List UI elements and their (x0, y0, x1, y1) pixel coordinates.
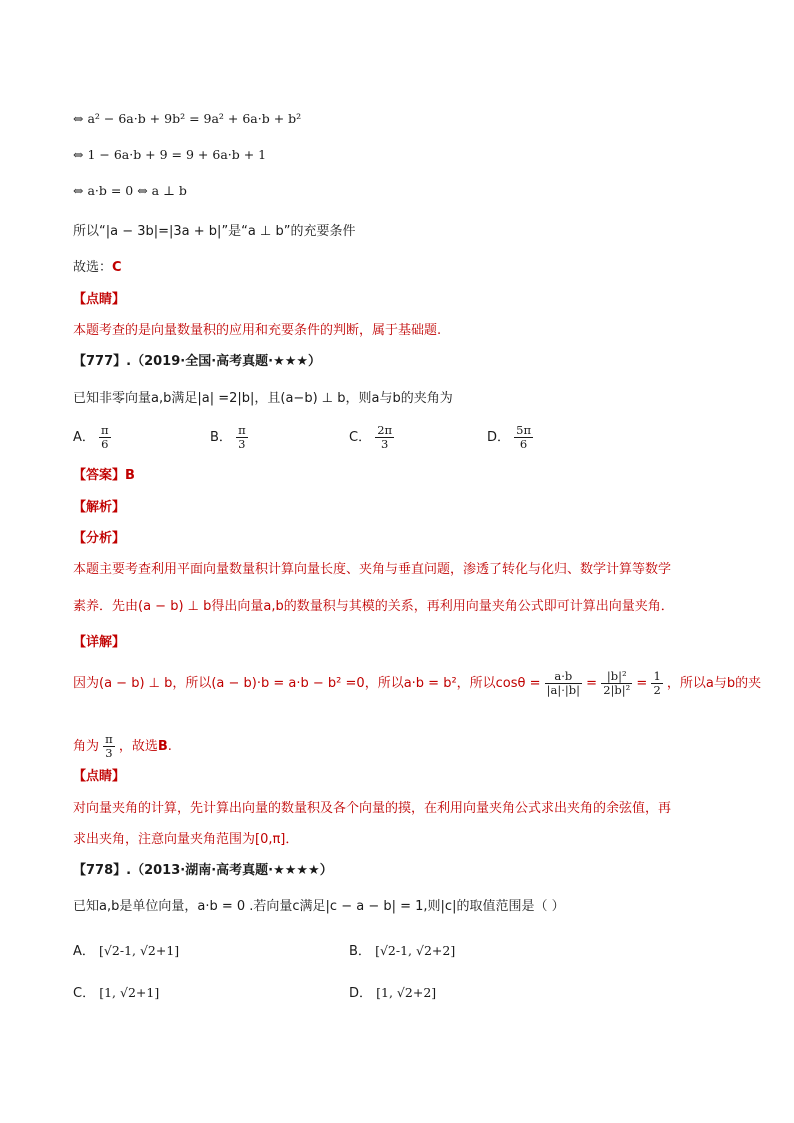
option-interval: [1, √2+2] (376, 985, 437, 1000)
conclusion-line: 所以“|a − 3b|=|3a + b|”是“a ⊥ b”的充要条件 (73, 224, 356, 239)
option-label: D． (487, 430, 511, 445)
option-label: A． (73, 944, 95, 959)
detail-line-2 (73, 733, 172, 760)
derivation-line-2: ⇔ 1 − 6a·b + 9 = 9 + 6a·b + 1 (73, 147, 267, 162)
option-label: B． (210, 430, 232, 445)
option-label: A． (73, 430, 95, 445)
detail-fraction-cos: $\frac{a\cdot b}{|a|\cdot|b|}$ (546, 669, 581, 697)
detail-eq: = (586, 676, 598, 691)
detail-fraction-4: $\frac{\pi}{3}$ (105, 732, 113, 760)
detail-text-a: 因为(a − b) ⊥ b，所以(a − b)·b = a·b − b² =0，所以a·b = b²，所以cosθ = (73, 676, 541, 691)
q777-option-d (487, 424, 533, 451)
section-fenxi: 【分析】 (73, 531, 126, 546)
q777-option-c (349, 424, 394, 451)
analysis-line-2: 素养．先由(a − b) ⊥ b得出向量a,b的数量积与其模的关系，再利用向量夹角公式即可计算出向量夹角． (73, 599, 674, 614)
option-fraction: $\frac{\pi}{3}$ (238, 423, 246, 451)
q778-header: 【778】.（2013·湖南·高考真题·★★★★） (73, 863, 333, 878)
option-fraction: $\frac{5\pi}{6}$ (516, 423, 532, 451)
q777-option-b (210, 424, 248, 451)
detail-choice: B (157, 739, 168, 754)
q778-option-c (73, 982, 159, 1001)
detail-text-b: ，所以a与b的夹 (666, 676, 762, 691)
comment-text: 本题考查的是向量数量积的应用和充要条件的判断，属于基础题. (73, 323, 442, 338)
derivation-line-3: ⇔ a·b = 0 ⇔ a ⊥ b (73, 183, 187, 198)
detail-line-1 (73, 670, 761, 697)
derivation-line-1: ⇔ a² − 6a·b + 9b² = 9a² + 6a·b + b² (73, 111, 302, 126)
option-label: C． (73, 986, 96, 1001)
choose-label: 故选： (73, 260, 113, 275)
q777-stem: 已知非零向量a,b满足|a| =2|b|，且(a−b) ⊥ b，则a与b的夹角为 (73, 391, 453, 406)
detail-fraction-2: $\frac{\text{|b|²}}{\text{2|b|²}}$ (603, 669, 631, 697)
detail-fraction-3: $\frac{1}{2}$ (653, 669, 661, 697)
section-dianjing-1: 【点睛】 (73, 292, 126, 307)
q777-answer (73, 467, 135, 485)
option-fraction: $\frac{\pi}{6}$ (101, 423, 109, 451)
section-dianjing-2: 【点睛】 (73, 769, 126, 784)
q778-stem: 已知a,b是单位向量，a·b = 0 .若向量c满足|c − a − b| = 1,则|c|的取值范围是（ ） (73, 899, 565, 914)
note-line-1: 对向量夹角的计算，先计算出向量的数量积及各个向量的摸，在利用向量夹角公式求出夹角的余弦值，再 (73, 801, 672, 816)
section-jiexi: 【解析】 (73, 500, 126, 515)
option-interval: [1, √2+1] (99, 985, 160, 1000)
q778-option-b (349, 940, 455, 959)
section-xiangjie: 【详解】 (73, 635, 126, 650)
q777-option-a (73, 424, 111, 451)
option-interval: [√2-1, √2+1] (99, 943, 180, 958)
option-label: B． (349, 944, 371, 959)
answer-label: 【答案】 (73, 468, 126, 483)
option-label: C． (349, 430, 372, 445)
detail-eq2: = (636, 676, 648, 691)
option-label: D． (349, 986, 373, 1001)
analysis-line-1: 本题主要考查利用平面向量数量积计算向量长度、夹角与垂直问题，渗透了转化与化归、数学计算等数学 (73, 562, 672, 577)
detail-text-c: 角为 (73, 739, 100, 754)
q778-option-a (73, 940, 179, 959)
detail-text-d: ，故选 (118, 739, 158, 754)
q777-header: 【777】.（2019·全国·高考真题·★★★） (73, 354, 322, 369)
choose-value: C (112, 260, 122, 275)
option-interval: [√2-1, √2+2] (375, 943, 456, 958)
choose-line (73, 259, 122, 277)
note-line-2: 求出夹角，注意向量夹角范围为[0,π]． (73, 832, 299, 847)
answer-value: B (125, 468, 135, 483)
detail-period: . (167, 739, 172, 754)
q778-option-d (349, 982, 436, 1001)
option-fraction: $\frac{2\pi}{3}$ (377, 423, 393, 451)
